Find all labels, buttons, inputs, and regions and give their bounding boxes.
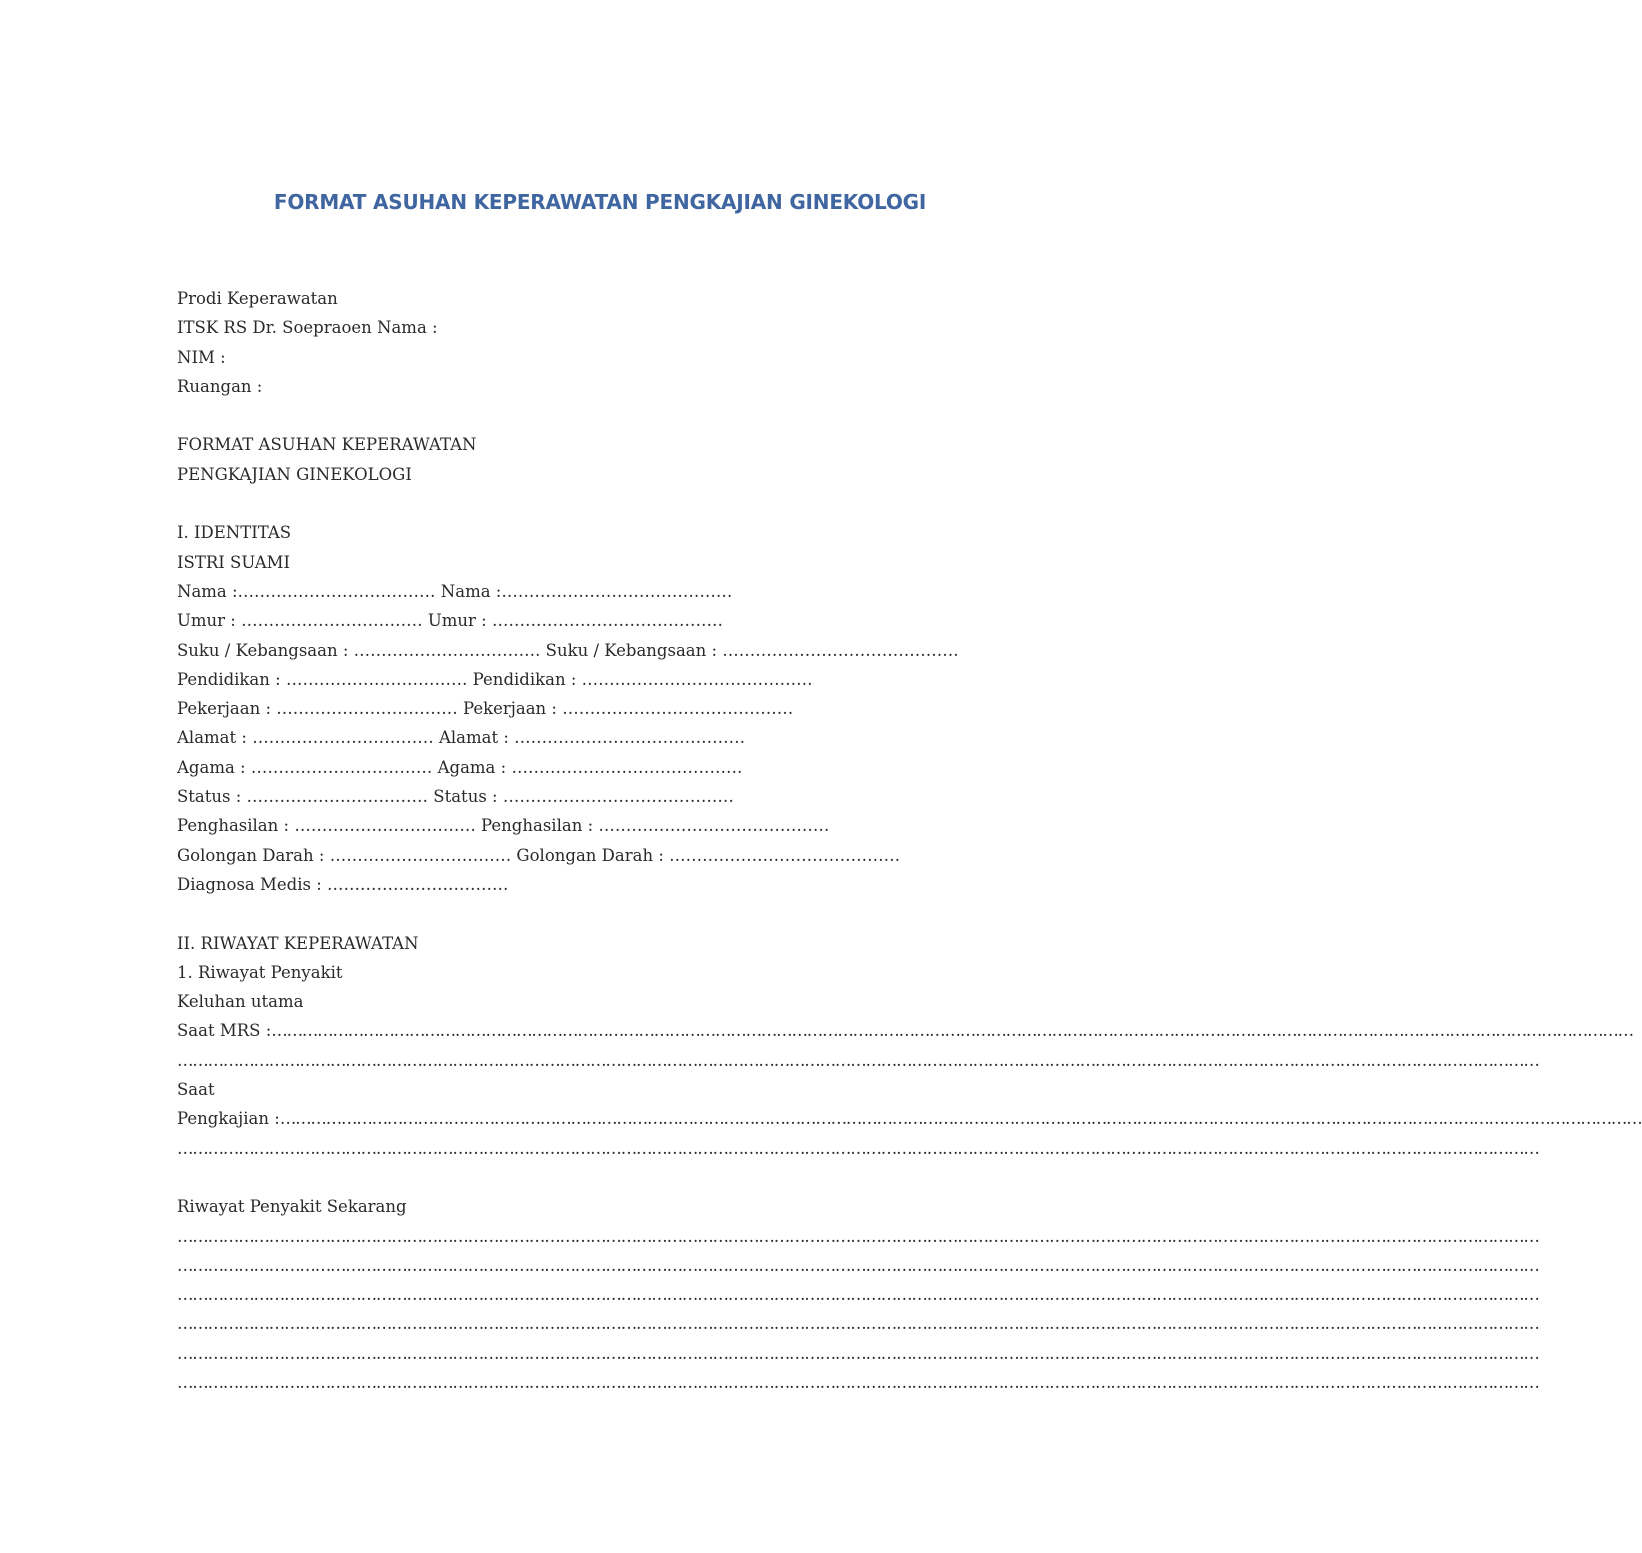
identitas-row-alamat: Alamat : …………………………… Alamat : …………………………………… [177,728,746,748]
fill-line: …………………………………………………………………………………………………………………………………………………………………………………………………………………………………………… [177,1285,1539,1305]
subtitle-line-2: PENGKAJIAN GINEKOLOGI [177,464,412,484]
identitas-row-status: Status : …………………………… Status : …………………………………… [177,787,734,807]
identitas-row-pekerjaan: Pekerjaan : …………………………… Pekerjaan : …………………………………… [177,699,794,719]
saat-mrs-label: Saat MRS : [177,1021,272,1041]
identitas-row-pendidikan: Pendidikan : …………………………… Pendidikan : …………………………………… [177,669,813,689]
identitas-heading: I. IDENTITAS [177,523,292,543]
header-ruangan: Ruangan : [177,376,263,396]
identitas-row-suku: Suku / Kebangsaan : ……………………………. Suku / Kebangsaan : ……………………………………. [177,640,959,660]
fill-line: …………………………………………………………………………………………………………………………………………………………………………………………………………………………………………… [177,1226,1539,1246]
header-prodi: Prodi Keperawatan [177,289,338,308]
pengkajian-label: Pengkajian : [177,1109,280,1129]
document-body [177,284,1642,1397]
subtitle-line-1: FORMAT ASUHAN KEPERAWATAN [177,435,477,455]
identitas-row-diagnosa-medis: Diagnosa Medis : …………………………… [177,874,509,894]
identitas-row-nama: Nama :……………………………… Nama :…………………………………… [177,581,733,601]
saat-mrs-fill: …………………………………………………………………………………………………………………………………………………………………………………………………………………………………………… [271,1021,1633,1041]
keluhan-utama-label: Keluhan utama [177,992,304,1012]
pengkajian-fill: …………………………………………………………………………………………………………………………………………………………………………………………………………………………………………… [279,1109,1642,1129]
identitas-row-penghasilan: Penghasilan : …………………………… Penghasilan : …………………………………… [177,816,830,836]
identitas-row-golongan-darah: Golongan Darah : …………………………… Golongan Darah : …………………………………… [177,845,901,865]
riwayat-sekarang-label: Riwayat Penyakit Sekarang [177,1197,407,1217]
riwayat-penyakit-label: 1. Riwayat Penyakit [177,962,343,982]
document-title: FORMAT ASUHAN KEPERAWATAN PENGKAJIAN GINEKOLOGI [273,190,927,214]
fill-line: …………………………………………………………………………………………………………………………………………………………………………………………………………………………………………… [177,1314,1539,1334]
header-nim: NIM : [177,347,226,367]
fill-line: …………………………………………………………………………………………………………………………………………………………………………………………………………………………………………… [177,1372,1539,1392]
fill-line: …………………………………………………………………………………………………………………………………………………………………………………………………………………………………………… [177,1050,1539,1070]
pengkajian-line [177,1104,1642,1133]
fill-line: …………………………………………………………………………………………………………………………………………………………………………………………………………………………………………… [177,1255,1539,1275]
header-institution-name: ITSK RS Dr. Soepraoen Nama : [177,318,438,338]
saat-mrs-line [177,1016,1633,1045]
saat-label: Saat [177,1080,215,1100]
riwayat-heading: II. RIWAYAT KEPERAWATAN [177,933,419,953]
identitas-row-umur: Umur : …………………………… Umur : …………………………………… [177,611,723,631]
identitas-columns: ISTRI SUAMI [177,552,291,572]
fill-line: …………………………………………………………………………………………………………………………………………………………………………………………………………………………………………… [177,1138,1539,1158]
fill-line: …………………………………………………………………………………………………………………………………………………………………………………………………………………………………………… [177,1343,1539,1363]
identitas-row-agama: Agama : …………………………… Agama : …………………………………… [177,757,743,777]
